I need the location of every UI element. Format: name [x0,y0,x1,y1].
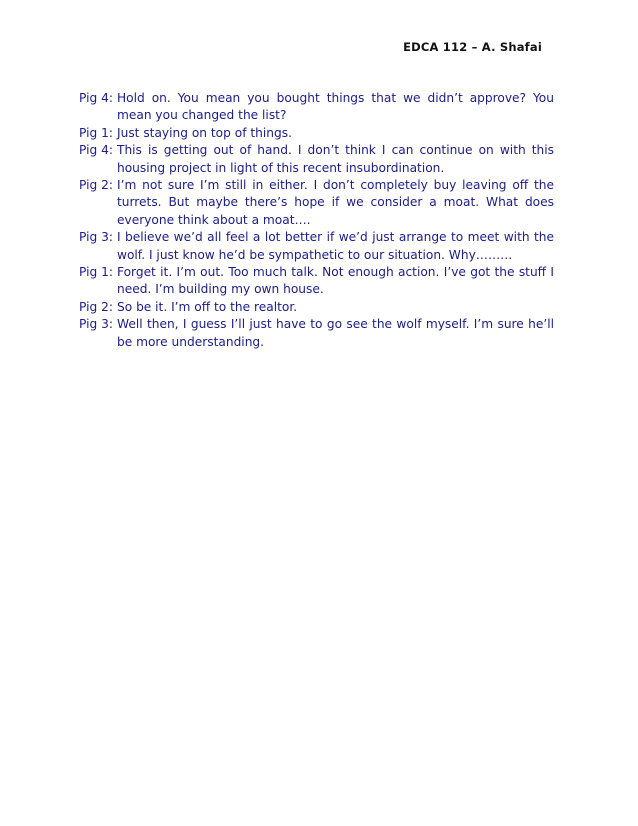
dialogue-line [79,177,554,229]
page-header: EDCA 112 – A. Shafai [403,40,542,54]
dialogue-line [79,125,554,142]
dialogue-text: I’m not sure I’m still in either. I don’t completely buy leaving off the turrets. But maybe there’s hope if we consider a moat. What does everyone think about a moat…. [117,178,554,227]
speaker-label: Pig 3: [79,230,113,245]
dialogue-line [79,264,554,299]
speaker-label: Pig 3: [79,317,113,332]
speaker-label: Pig 4: [79,143,113,158]
dialogue-text: I believe we’d all feel a lot better if we’d just arrange to meet with the wolf. I just know he’d be sympathetic to our situation. Why……… [117,230,554,262]
speaker-label: Pig 2: [79,178,113,193]
dialogue-script [79,90,554,351]
speaker-label: Pig 4: [79,91,113,105]
speaker-label: Pig 2: [79,299,113,314]
dialogue-line [79,316,554,351]
dialogue-text: Just staying on top of things. [117,125,292,140]
speaker-label: Pig 1: [79,125,113,140]
dialogue-line [79,142,554,177]
dialogue-text: This is getting out of hand. I don’t think I can continue on with this housing project in light of this recent insubordination. [117,143,554,175]
speaker-label: Pig 1: [79,265,113,280]
dialogue-line [79,229,554,264]
dialogue-line [79,299,554,316]
dialogue-text: Well then, I guess I’ll just have to go see the wolf myself. I’m sure he’ll be more understanding. [117,317,554,349]
dialogue-text: Hold on. You mean you bought things that we didn’t approve? You mean you changed the list? [117,91,554,123]
dialogue-line [79,90,554,125]
dialogue-text: So be it. I’m off to the realtor. [117,299,298,314]
dialogue-text: Forget it. I’m out. Too much talk. Not enough action. I’ve got the stuff I need. I’m building my own house. [117,265,554,297]
